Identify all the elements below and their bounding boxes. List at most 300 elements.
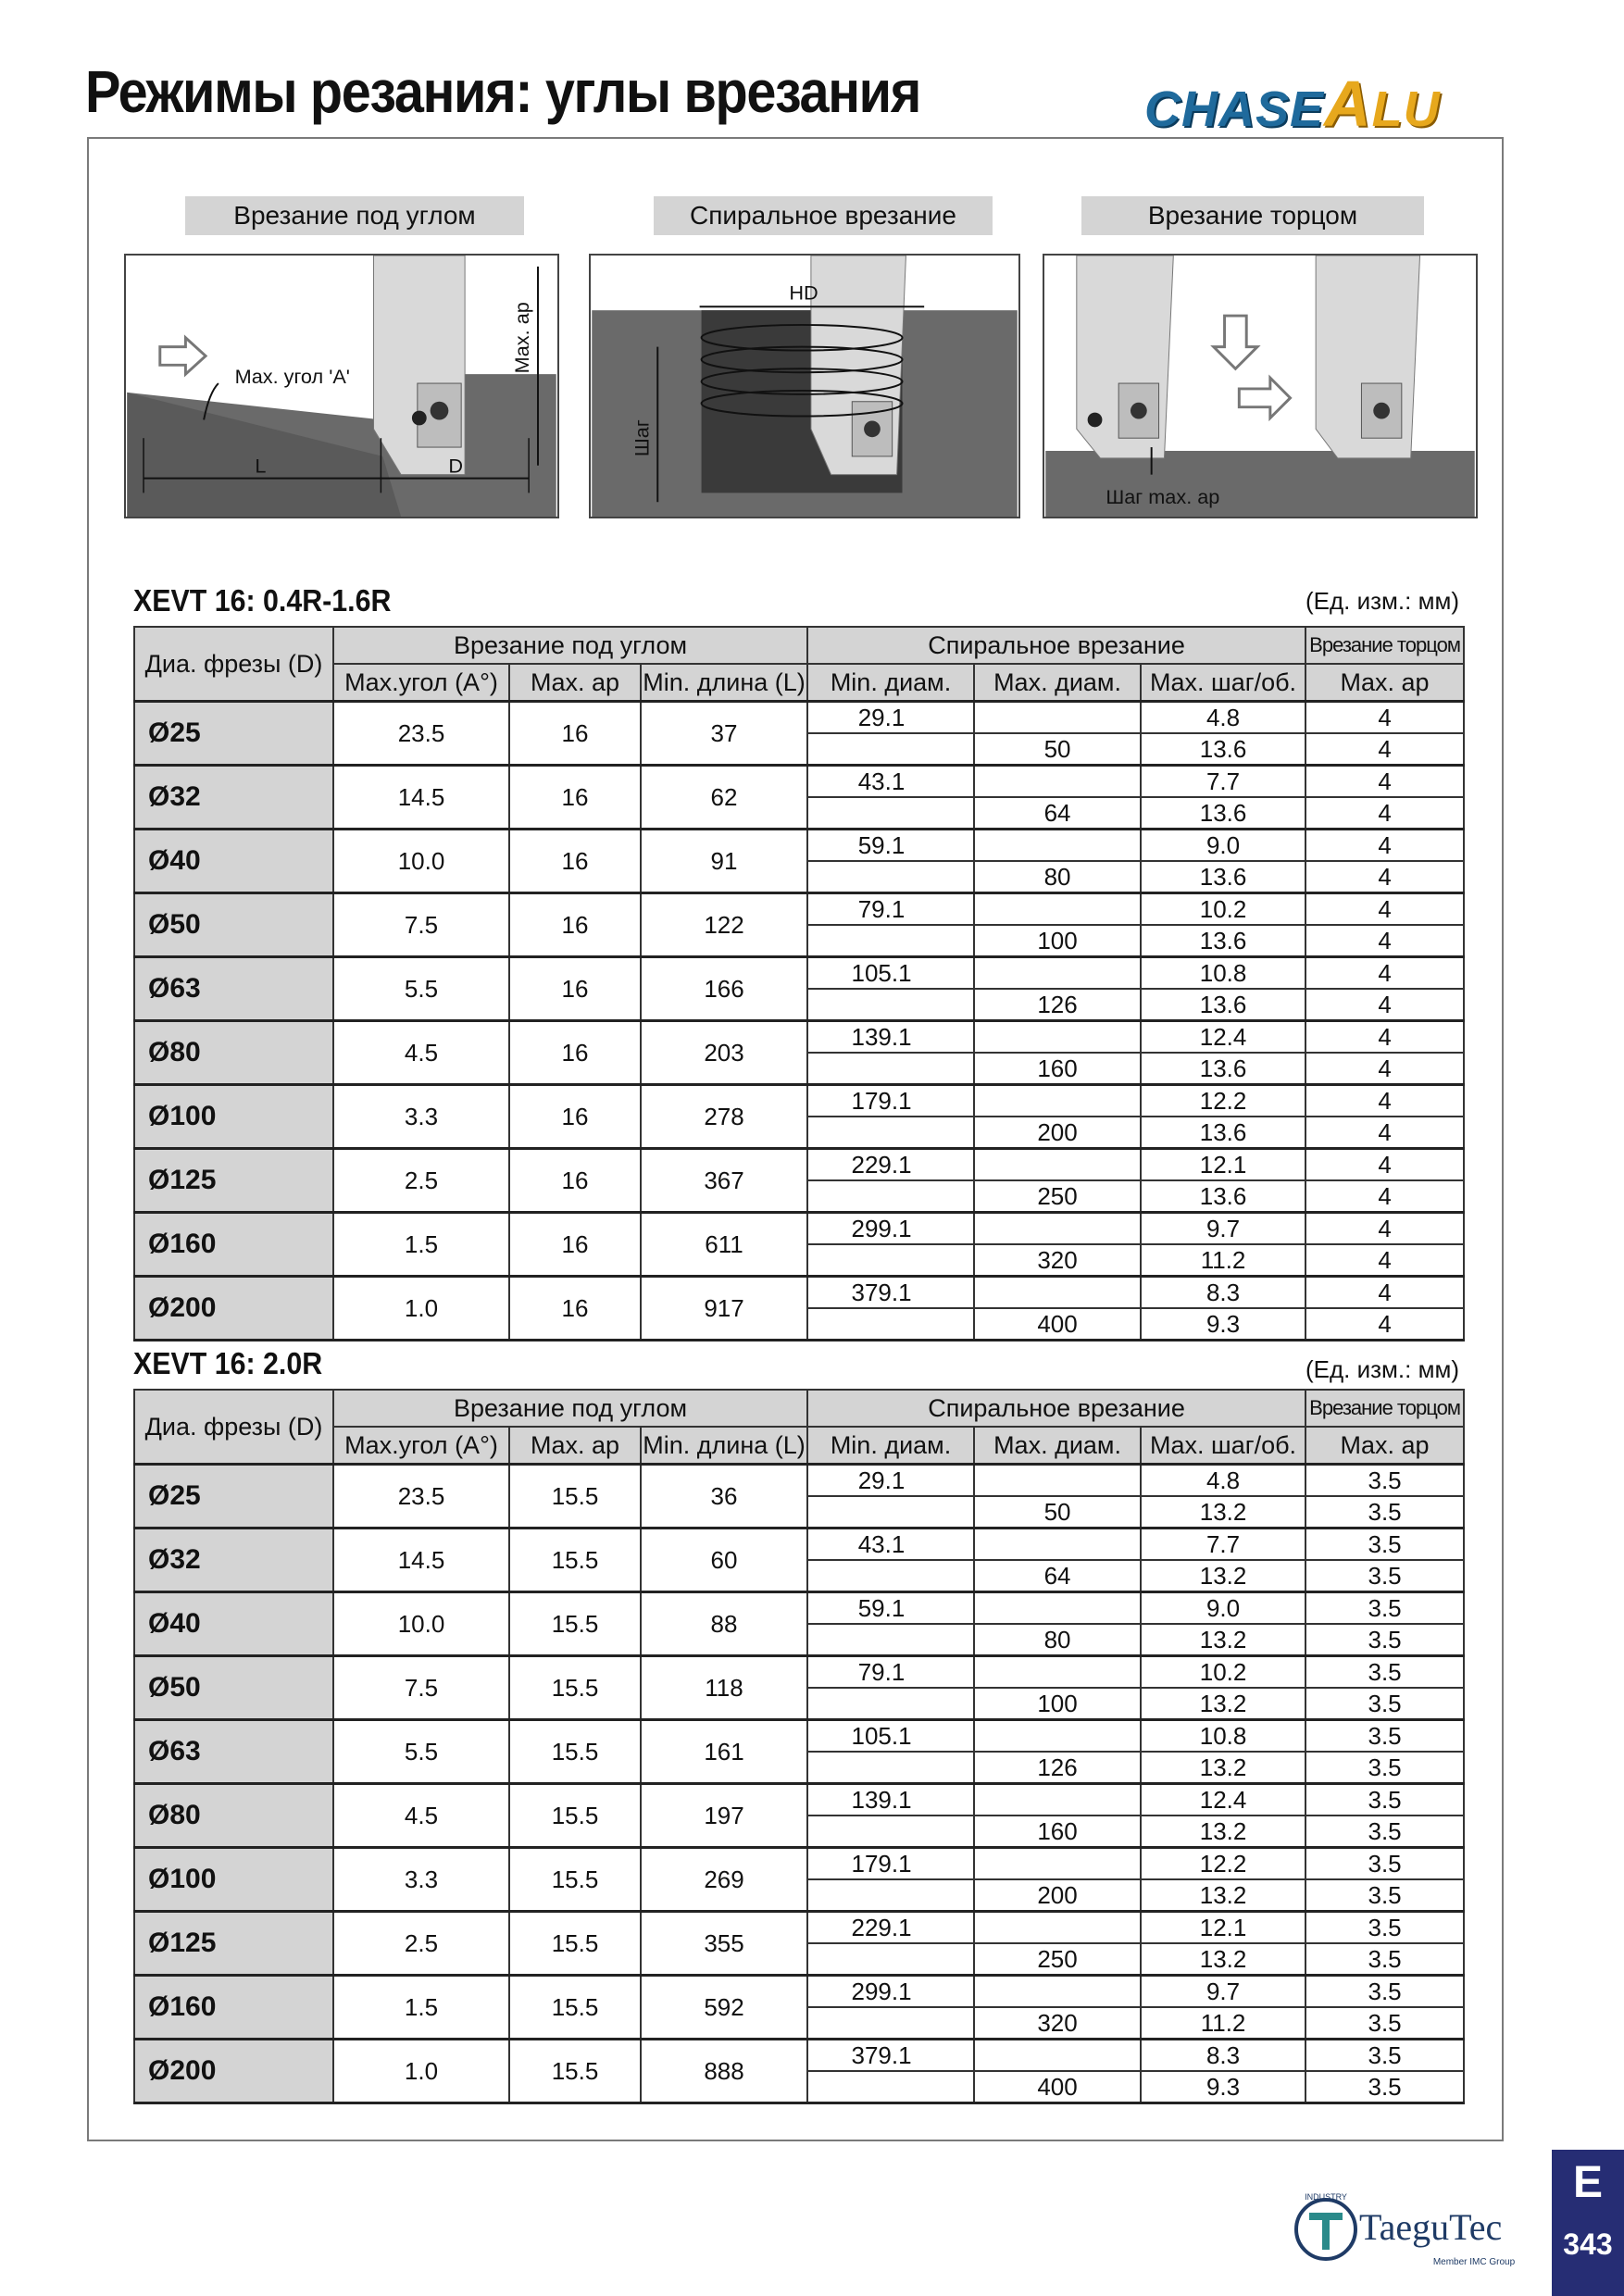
cell-pitch-2: 13.6	[1141, 797, 1305, 830]
cell-max-ap: 15.5	[509, 1465, 641, 1529]
cell-plunge-2: 3.5	[1305, 1879, 1464, 1912]
table-row	[134, 1529, 1464, 1561]
cell-max-dia: 200	[974, 1117, 1141, 1149]
cell-max-ap: 15.5	[509, 1592, 641, 1656]
cell-min-dia-empty	[807, 861, 974, 893]
cell-plunge-1: 3.5	[1305, 1784, 1464, 1816]
cell-plunge-2: 4	[1305, 797, 1464, 830]
cell-plunge-1: 4	[1305, 1085, 1464, 1117]
cell-max-dia: 400	[974, 1308, 1141, 1341]
cell-pitch-2: 11.2	[1141, 2007, 1305, 2040]
cell-max-dia: 100	[974, 1688, 1141, 1720]
cell-dia: Ø125	[134, 1149, 333, 1213]
cell-max-dia-empty	[974, 766, 1141, 798]
cell-min-dia-empty	[807, 1560, 974, 1592]
cell-min-length: 36	[641, 1465, 807, 1529]
cell-min-dia-empty	[807, 2007, 974, 2040]
cell-min-dia-empty	[807, 925, 974, 957]
cell-min-dia-empty	[807, 1308, 974, 1341]
cell-max-angle: 1.0	[333, 2040, 509, 2103]
table-row	[134, 830, 1464, 862]
cell-max-dia-empty	[974, 1912, 1141, 1944]
cell-plunge-2: 3.5	[1305, 1816, 1464, 1848]
cell-plunge-1: 3.5	[1305, 1529, 1464, 1561]
cell-max-ap: 15.5	[509, 2040, 641, 2103]
cell-max-angle: 14.5	[333, 766, 509, 830]
cell-min-length: 367	[641, 1149, 807, 1213]
cell-plunge-2: 3.5	[1305, 1496, 1464, 1529]
cell-max-ap: 16	[509, 702, 641, 766]
header-min-length: Min. длина (L)	[641, 1427, 807, 1465]
cell-max-dia-empty	[974, 1213, 1141, 1245]
cell-dia: Ø160	[134, 1213, 333, 1277]
cell-max-dia: 126	[974, 1752, 1141, 1784]
cell-min-length: 166	[641, 957, 807, 1021]
cell-dia: Ø160	[134, 1976, 333, 2040]
cell-max-dia: 400	[974, 2071, 1141, 2103]
cell-max-ap: 16	[509, 1213, 641, 1277]
cell-pitch-1: 12.2	[1141, 1848, 1305, 1880]
cell-plunge-1: 4	[1305, 830, 1464, 862]
cell-max-dia: 64	[974, 1560, 1141, 1592]
cell-plunge-1: 3.5	[1305, 1465, 1464, 1497]
caption-helical: Спиральное врезание	[654, 196, 993, 235]
cell-min-length: 91	[641, 830, 807, 893]
cell-min-length: 118	[641, 1656, 807, 1720]
cell-max-dia: 250	[974, 1943, 1141, 1976]
header-min-dia: Min. диам.	[807, 664, 974, 702]
cell-plunge-1: 4	[1305, 766, 1464, 798]
section-tab	[1552, 2150, 1624, 2296]
table-row	[134, 1976, 1464, 2008]
cell-dia: Ø40	[134, 1592, 333, 1656]
header-helical: Спиральное врезание	[807, 627, 1305, 664]
cell-min-dia: 105.1	[807, 957, 974, 990]
taegutec-logo-top: INDUSTRY	[1305, 2192, 1347, 2202]
table-row	[134, 1021, 1464, 1054]
header-helical: Спиральное врезание	[807, 1390, 1305, 1427]
cell-pitch-1: 4.8	[1141, 1465, 1305, 1497]
cell-max-angle: 3.3	[333, 1848, 509, 1912]
cell-pitch-2: 13.2	[1141, 1879, 1305, 1912]
table-row	[134, 1277, 1464, 1309]
chasealu-logo: CHASEALU	[1144, 68, 1441, 140]
cell-max-angle: 23.5	[333, 702, 509, 766]
taegutec-name: TaeguTec	[1359, 2206, 1503, 2248]
cell-pitch-1: 12.4	[1141, 1021, 1305, 1054]
cell-min-dia: 229.1	[807, 1912, 974, 1944]
table-row	[134, 1085, 1464, 1117]
insert-screw	[864, 420, 881, 437]
plunge-illustration	[1044, 256, 1476, 517]
cell-max-ap: 16	[509, 1021, 641, 1085]
helical-diagram	[589, 254, 1020, 518]
cell-max-dia-empty	[974, 1592, 1141, 1625]
cell-max-dia-empty	[974, 1277, 1141, 1309]
cell-min-length: 88	[641, 1592, 807, 1656]
cell-max-dia: 50	[974, 733, 1141, 766]
cell-min-dia: 379.1	[807, 1277, 974, 1309]
cell-plunge-1: 4	[1305, 957, 1464, 990]
cell-max-ap: 15.5	[509, 1720, 641, 1784]
cell-max-dia: 64	[974, 797, 1141, 830]
cell-min-dia-empty	[807, 797, 974, 830]
cell-plunge-2: 4	[1305, 861, 1464, 893]
cell-plunge-2: 3.5	[1305, 1688, 1464, 1720]
cell-pitch-1: 12.1	[1141, 1149, 1305, 1181]
cell-pitch-1: 8.3	[1141, 2040, 1305, 2072]
cell-max-ap: 15.5	[509, 1976, 641, 2040]
table-row	[134, 1592, 1464, 1625]
cell-min-length: 269	[641, 1848, 807, 1912]
cell-max-ap: 15.5	[509, 1656, 641, 1720]
cell-max-dia: 160	[974, 1053, 1141, 1085]
cell-max-dia: 320	[974, 1244, 1141, 1277]
table-row	[134, 2040, 1464, 2072]
cell-plunge-1: 3.5	[1305, 1720, 1464, 1753]
header-max-dia: Max. диам.	[974, 664, 1141, 702]
cell-min-dia-empty	[807, 1624, 974, 1656]
cell-max-ap: 16	[509, 766, 641, 830]
cell-max-dia-empty	[974, 1149, 1141, 1181]
table-row	[134, 766, 1464, 798]
table1-unit: (Ед. изм.: мм)	[1305, 587, 1459, 615]
cell-max-dia: 126	[974, 989, 1141, 1021]
cell-pitch-1: 4.8	[1141, 702, 1305, 734]
cell-max-dia-empty	[974, 1529, 1141, 1561]
cell-plunge-1: 4	[1305, 1021, 1464, 1054]
cell-pitch-2: 13.2	[1141, 1816, 1305, 1848]
cell-max-angle: 10.0	[333, 1592, 509, 1656]
cell-dia: Ø100	[134, 1085, 333, 1149]
cell-pitch-2: 13.6	[1141, 1053, 1305, 1085]
cell-min-length: 37	[641, 702, 807, 766]
cell-pitch-2: 11.2	[1141, 1244, 1305, 1277]
cell-max-ap: 16	[509, 957, 641, 1021]
cell-min-dia: 105.1	[807, 1720, 974, 1753]
cell-pitch-2: 13.6	[1141, 733, 1305, 766]
table-row	[134, 1656, 1464, 1689]
header-max-angle: Max.угол (A°)	[333, 1427, 509, 1465]
label-max-angle: Max. угол 'A'	[234, 365, 350, 389]
cell-min-dia-empty	[807, 1816, 974, 1848]
cell-max-ap: 16	[509, 1149, 641, 1213]
cell-dia: Ø80	[134, 1784, 333, 1848]
cell-min-dia: 59.1	[807, 830, 974, 862]
cell-dia: Ø32	[134, 766, 333, 830]
cell-dia: Ø32	[134, 1529, 333, 1592]
cell-pitch-1: 10.2	[1141, 1656, 1305, 1689]
header-max-ap: Max. ap	[509, 1427, 641, 1465]
cell-max-dia: 100	[974, 925, 1141, 957]
helical-illustration	[591, 256, 1018, 517]
cell-max-ap: 15.5	[509, 1848, 641, 1912]
insert-screw	[431, 402, 449, 420]
cell-plunge-1: 3.5	[1305, 1848, 1464, 1880]
cell-max-dia-empty	[974, 2040, 1141, 2072]
cell-max-angle: 1.5	[333, 1976, 509, 2040]
cell-min-dia: 139.1	[807, 1784, 974, 1816]
table-row	[134, 1465, 1464, 1497]
cell-min-dia: 299.1	[807, 1213, 974, 1245]
cell-pitch-1: 7.7	[1141, 1529, 1305, 1561]
header-max-pitch: Max. шаг/об.	[1141, 664, 1305, 702]
cell-pitch-1: 12.4	[1141, 1784, 1305, 1816]
cell-min-length: 203	[641, 1021, 807, 1085]
cell-pitch-1: 12.2	[1141, 1085, 1305, 1117]
section-letter: E	[1572, 2158, 1603, 2207]
cell-max-dia: 80	[974, 861, 1141, 893]
header-max-ap: Max. ap	[509, 664, 641, 702]
cell-dia: Ø125	[134, 1912, 333, 1976]
table2-title: XEVT 16: 2.0R	[133, 1346, 323, 1380]
header-dia: Диа. фрезы (D)	[134, 627, 333, 702]
cell-pitch-2: 13.2	[1141, 1496, 1305, 1529]
cell-max-dia-empty	[974, 1976, 1141, 2008]
header-ramping: Врезание под углом	[333, 627, 807, 664]
cell-min-dia-empty	[807, 1180, 974, 1213]
cell-min-dia-empty	[807, 1879, 974, 1912]
cell-dia: Ø200	[134, 2040, 333, 2103]
cell-max-dia-empty	[974, 1784, 1141, 1816]
cell-min-dia-empty	[807, 2071, 974, 2103]
cell-plunge-2: 4	[1305, 1308, 1464, 1341]
cell-max-dia: 160	[974, 1816, 1141, 1848]
cell-pitch-2: 13.2	[1141, 1624, 1305, 1656]
cell-dia: Ø63	[134, 957, 333, 1021]
cell-dia: Ø50	[134, 1656, 333, 1720]
cell-plunge-2: 3.5	[1305, 1943, 1464, 1976]
cell-plunge-2: 3.5	[1305, 1752, 1464, 1784]
cell-min-length: 611	[641, 1213, 807, 1277]
cell-max-angle: 10.0	[333, 830, 509, 893]
table-row	[134, 893, 1464, 926]
cell-plunge-2: 3.5	[1305, 2007, 1464, 2040]
cell-max-ap: 16	[509, 830, 641, 893]
table-row	[134, 1848, 1464, 1880]
header-max-dia: Max. диам.	[974, 1427, 1141, 1465]
cell-pitch-1: 10.2	[1141, 893, 1305, 926]
cell-pitch-1: 12.1	[1141, 1912, 1305, 1944]
cell-min-length: 122	[641, 893, 807, 957]
ramping-diagram	[124, 254, 559, 518]
cell-max-angle: 5.5	[333, 1720, 509, 1784]
cell-max-angle: 1.0	[333, 1277, 509, 1341]
cell-dia: Ø63	[134, 1720, 333, 1784]
cell-min-length: 917	[641, 1277, 807, 1341]
header-min-dia: Min. диам.	[807, 1427, 974, 1465]
header-plunge: Врезание торцом	[1305, 1390, 1464, 1427]
cell-min-dia: 139.1	[807, 1021, 974, 1054]
cell-max-angle: 4.5	[333, 1784, 509, 1848]
cell-pitch-1: 7.7	[1141, 766, 1305, 798]
cell-min-dia-empty	[807, 1943, 974, 1976]
header-plunge-ap: Max. ap	[1305, 664, 1464, 702]
cell-pitch-2: 13.6	[1141, 925, 1305, 957]
cell-max-dia: 200	[974, 1879, 1141, 1912]
cell-max-dia-empty	[974, 957, 1141, 990]
cell-plunge-1: 3.5	[1305, 2040, 1464, 2072]
plunge-diagram	[1043, 254, 1478, 518]
cell-plunge-2: 4	[1305, 733, 1464, 766]
cell-min-dia: 43.1	[807, 766, 974, 798]
cell-min-dia: 59.1	[807, 1592, 974, 1625]
ramping-illustration	[126, 256, 557, 517]
cell-max-angle: 2.5	[333, 1149, 509, 1213]
cell-min-dia-empty	[807, 989, 974, 1021]
arrow-right	[1239, 378, 1290, 418]
cell-max-angle: 4.5	[333, 1021, 509, 1085]
cell-pitch-1: 9.7	[1141, 1976, 1305, 2008]
cell-min-dia: 43.1	[807, 1529, 974, 1561]
cell-pitch-2: 9.3	[1141, 2071, 1305, 2103]
cell-max-angle: 2.5	[333, 1912, 509, 1976]
cell-max-ap: 15.5	[509, 1912, 641, 1976]
cell-max-dia-empty	[974, 1720, 1141, 1753]
cell-max-dia: 320	[974, 2007, 1141, 2040]
cell-min-dia-empty	[807, 1117, 974, 1149]
cell-min-dia: 79.1	[807, 1656, 974, 1689]
header-ramping: Врезание под углом	[333, 1390, 807, 1427]
cell-max-ap: 15.5	[509, 1529, 641, 1592]
cell-plunge-1: 4	[1305, 893, 1464, 926]
label-max-ap: Max. ap	[510, 302, 534, 374]
arrow-down	[1214, 316, 1257, 368]
cell-min-dia-empty	[807, 1496, 974, 1529]
table-row	[134, 1213, 1464, 1245]
label-D: D	[448, 454, 464, 478]
cell-min-length: 278	[641, 1085, 807, 1149]
header-dia: Диа. фрезы (D)	[134, 1390, 333, 1465]
label-pitch: Шаг	[630, 419, 654, 457]
cell-dia: Ø25	[134, 702, 333, 766]
cell-max-angle: 1.5	[333, 1213, 509, 1277]
page-title: Режимы резания: углы врезания	[85, 58, 920, 125]
cell-min-length: 60	[641, 1529, 807, 1592]
caption-plunge: Врезание торцом	[1081, 196, 1424, 235]
cell-pitch-1: 9.0	[1141, 830, 1305, 862]
cell-min-dia: 379.1	[807, 2040, 974, 2072]
cell-min-length: 161	[641, 1720, 807, 1784]
cell-pitch-1: 8.3	[1141, 1277, 1305, 1309]
cell-max-ap: 16	[509, 1277, 641, 1341]
cell-max-dia: 80	[974, 1624, 1141, 1656]
cell-pitch-2: 13.6	[1141, 1117, 1305, 1149]
cell-max-ap: 15.5	[509, 1784, 641, 1848]
header-min-length: Min. длина (L)	[641, 664, 807, 702]
cutting-table-1	[133, 626, 1465, 1341]
caption-ramping: Врезание под углом	[185, 196, 524, 235]
cell-min-dia-empty	[807, 1752, 974, 1784]
cell-plunge-1: 3.5	[1305, 1912, 1464, 1944]
cell-pitch-1: 10.8	[1141, 957, 1305, 990]
cutting-table-2	[133, 1389, 1465, 2104]
cell-plunge-1: 3.5	[1305, 1976, 1464, 2008]
label-step-max-ap: Шаг max. ap	[1106, 485, 1220, 509]
cell-max-angle: 5.5	[333, 957, 509, 1021]
cell-min-dia: 179.1	[807, 1848, 974, 1880]
cell-max-ap: 16	[509, 1085, 641, 1149]
cell-max-dia-empty	[974, 1656, 1141, 1689]
cell-max-dia-empty	[974, 893, 1141, 926]
cell-plunge-1: 3.5	[1305, 1656, 1464, 1689]
header-plunge-ap: Max. ap	[1305, 1427, 1464, 1465]
cell-min-dia-empty	[807, 1244, 974, 1277]
cell-max-dia-empty	[974, 1085, 1141, 1117]
table-row	[134, 1784, 1464, 1816]
arrow-direction	[160, 338, 206, 374]
cell-pitch-2: 9.3	[1141, 1308, 1305, 1341]
table2-unit: (Ед. изм.: мм)	[1305, 1355, 1459, 1383]
cell-pitch-2: 13.2	[1141, 1752, 1305, 1784]
cell-min-dia: 29.1	[807, 702, 974, 734]
cell-dia: Ø100	[134, 1848, 333, 1912]
cell-plunge-2: 4	[1305, 1053, 1464, 1085]
header-plunge: Врезание торцом	[1305, 627, 1464, 664]
cell-plunge-1: 3.5	[1305, 1592, 1464, 1625]
cell-max-dia-empty	[974, 830, 1141, 862]
table-row	[134, 702, 1464, 734]
label-L: L	[255, 454, 267, 478]
table-row	[134, 1149, 1464, 1181]
cell-plunge-2: 3.5	[1305, 1624, 1464, 1656]
cell-plunge-2: 4	[1305, 1117, 1464, 1149]
cell-min-dia: 229.1	[807, 1149, 974, 1181]
cell-dia: Ø80	[134, 1021, 333, 1085]
cell-min-length: 355	[641, 1912, 807, 1976]
cell-max-dia: 250	[974, 1180, 1141, 1213]
cell-pitch-2: 13.6	[1141, 1180, 1305, 1213]
cell-min-length: 197	[641, 1784, 807, 1848]
cell-pitch-2: 13.2	[1141, 1688, 1305, 1720]
cell-min-dia-empty	[807, 1688, 974, 1720]
cell-pitch-1: 9.7	[1141, 1213, 1305, 1245]
cell-min-dia: 79.1	[807, 893, 974, 926]
cell-pitch-2: 13.2	[1141, 1943, 1305, 1976]
cell-dia: Ø50	[134, 893, 333, 957]
cell-max-angle: 3.3	[333, 1085, 509, 1149]
cell-max-dia-empty	[974, 1465, 1141, 1497]
cell-pitch-1: 9.0	[1141, 1592, 1305, 1625]
cell-max-dia-empty	[974, 1021, 1141, 1054]
cell-max-angle: 23.5	[333, 1465, 509, 1529]
cell-max-dia-empty	[974, 702, 1141, 734]
cell-plunge-2: 4	[1305, 989, 1464, 1021]
cell-max-ap: 16	[509, 893, 641, 957]
cell-min-dia: 299.1	[807, 1976, 974, 2008]
cell-dia: Ø40	[134, 830, 333, 893]
cell-min-length: 888	[641, 2040, 807, 2103]
table-row	[134, 957, 1464, 990]
header-max-angle: Max.угол (A°)	[333, 664, 509, 702]
cell-dia: Ø200	[134, 1277, 333, 1341]
screw-hole	[412, 411, 427, 426]
cell-plunge-2: 4	[1305, 1180, 1464, 1213]
cell-min-dia: 29.1	[807, 1465, 974, 1497]
label-hd: HD	[789, 281, 818, 305]
cell-max-angle: 7.5	[333, 1656, 509, 1720]
cell-plunge-1: 4	[1305, 702, 1464, 734]
table-row	[134, 1912, 1464, 1944]
cell-plunge-1: 4	[1305, 1149, 1464, 1181]
cell-max-angle: 14.5	[333, 1529, 509, 1592]
cell-dia: Ø25	[134, 1465, 333, 1529]
cell-max-dia-empty	[974, 1848, 1141, 1880]
cell-pitch-2: 13.6	[1141, 989, 1305, 1021]
cell-max-dia: 50	[974, 1496, 1141, 1529]
cell-max-angle: 7.5	[333, 893, 509, 957]
cell-plunge-2: 3.5	[1305, 1560, 1464, 1592]
